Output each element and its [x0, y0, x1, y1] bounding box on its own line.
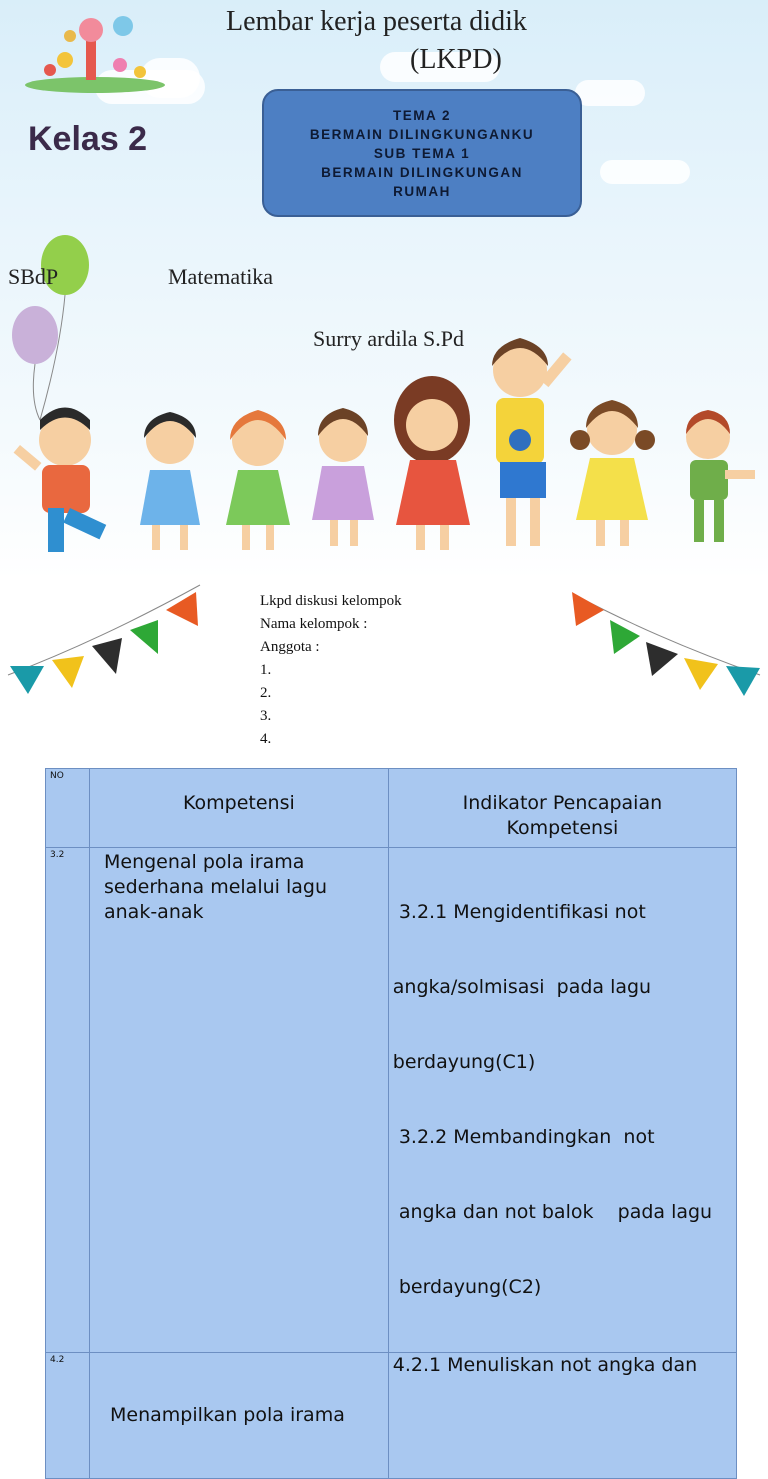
row-no: 3.2 — [46, 848, 90, 1353]
table-row — [46, 848, 737, 1353]
flag-icon — [130, 620, 158, 654]
balloons-icon — [12, 235, 89, 420]
row-no: 4.2 — [46, 1353, 90, 1479]
lkpd-line: 2. — [260, 685, 272, 701]
header-indikator — [388, 769, 736, 848]
flowers-icon — [25, 16, 165, 93]
indikator-line: 3.2.2 Membandingkan not — [392, 1126, 655, 1148]
lkpd-line: Anggota : — [260, 639, 320, 655]
table-header-row — [46, 769, 737, 848]
lkpd-line: Lkpd diskusi kelompok — [260, 593, 402, 609]
header-indikator-line1: Indikator Pencapaian — [462, 792, 663, 814]
indikator-line: berdayung(C1) — [392, 1051, 536, 1073]
kompetensi-line: anak-anak — [103, 901, 204, 923]
flag-icon — [646, 642, 678, 676]
header-kompetensi-text: Kompetensi — [183, 792, 295, 814]
tema-line: BERMAIN DILINGKUNGAN — [321, 164, 523, 180]
tema-line: SUB TEMA 1 — [373, 145, 471, 161]
flag-icon — [92, 638, 122, 674]
child-4 — [312, 408, 374, 546]
indikator-line: 3.2.1 Mengidentifikasi not — [392, 901, 646, 923]
kompetensi-line: Menampilkan pola irama — [103, 1404, 345, 1426]
tema-line: TEMA 2 — [392, 107, 451, 123]
lkpd-line: Nama kelompok : — [260, 616, 368, 632]
tema-line: BERMAIN DILINGKUNGANKU — [309, 126, 535, 142]
child-2 — [140, 412, 200, 550]
child-5 — [394, 376, 470, 550]
indikator-line: angka dan not balok pada lagu — [392, 1201, 713, 1223]
lkpd-form — [260, 590, 402, 751]
child-6 — [492, 338, 572, 546]
kompetensi-line: sederhana melalui lagu — [103, 876, 327, 898]
indikator-line: berdayung(C2) — [392, 1276, 542, 1298]
children-illustration — [0, 0, 768, 580]
kompetensi-table — [45, 768, 737, 1479]
page-title-line1: Lembar kerja peserta didik — [226, 6, 527, 37]
flag-icon — [572, 592, 604, 626]
child-1 — [14, 408, 107, 553]
row-indikator — [388, 1353, 736, 1479]
header-indikator-line2: Kompetensi — [506, 817, 619, 839]
subject-sbdp: SBdP — [8, 264, 59, 289]
kelas-label: Kelas 2 — [28, 120, 148, 158]
indikator-line: 4.2.1 Menuliskan not angka dan — [392, 1354, 698, 1376]
row-kompetensi — [89, 1353, 388, 1479]
author-name: Surry ardila S.Pd — [313, 326, 464, 351]
flag-icon — [726, 666, 760, 696]
header-no: NO — [46, 769, 90, 848]
tema-line: RUMAH — [393, 183, 451, 199]
flag-icon — [684, 658, 718, 690]
flag-icon — [52, 656, 84, 688]
subject-matematika: Matematika — [168, 264, 274, 289]
table-row — [46, 1353, 737, 1479]
row-kompetensi — [89, 848, 388, 1353]
kompetensi-line: Mengenal pola irama — [103, 851, 305, 873]
indikator-line: angka/solmisasi pada lagu — [392, 976, 652, 998]
flag-icon — [10, 666, 44, 694]
row-indikator — [388, 848, 736, 1353]
child-8 — [686, 410, 755, 542]
flag-icon — [166, 592, 198, 626]
header-kompetensi — [89, 769, 388, 848]
lkpd-line: 4. — [260, 731, 272, 747]
lkpd-line: 3. — [260, 708, 272, 724]
tema-box — [262, 89, 582, 217]
child-3 — [226, 410, 290, 550]
page-title-line2: (LKPD) — [410, 44, 502, 75]
lkpd-line: 1. — [260, 662, 272, 678]
child-7 — [570, 400, 655, 546]
